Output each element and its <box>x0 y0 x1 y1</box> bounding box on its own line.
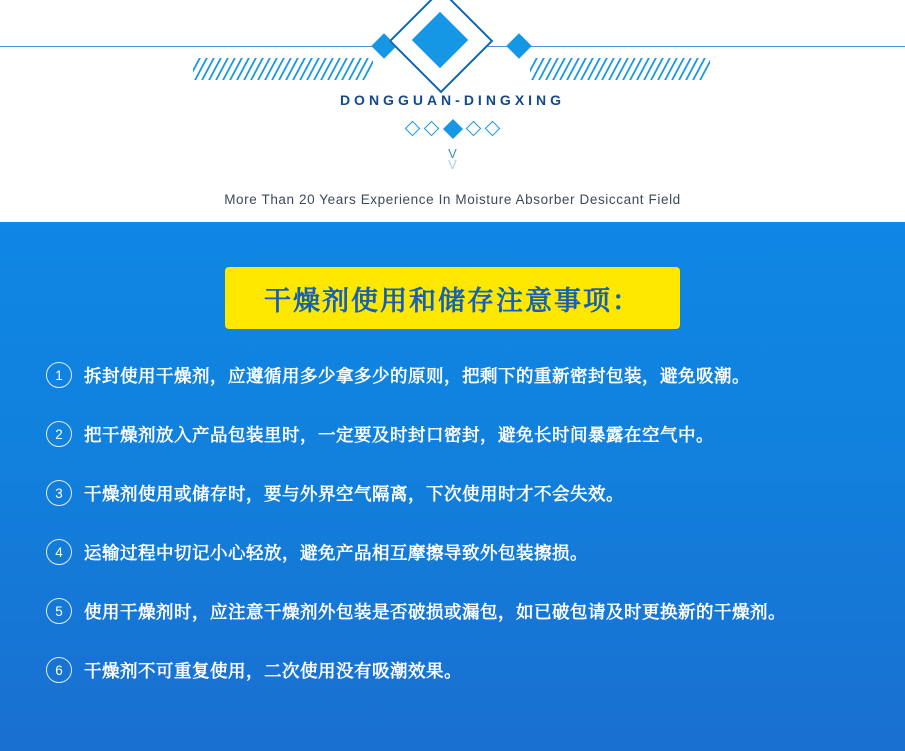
chevron-decoration <box>0 148 905 170</box>
list-item <box>46 534 866 576</box>
list-item-number: 6 <box>46 657 72 683</box>
list-item-text: 运输过程中切记小心轻放，避免产品相互摩擦导致外包装擦损。 <box>84 543 588 563</box>
list-item-text: 把干燥剂放入产品包装里时，一定要及时封口密封，避免长时间暴露在空气中。 <box>84 425 714 445</box>
page-header <box>0 0 905 222</box>
list-item <box>46 357 866 399</box>
list-item <box>46 593 866 635</box>
section-title-box <box>225 267 680 329</box>
right-diamond-icon <box>506 33 531 58</box>
right-hatch-decoration <box>530 58 710 80</box>
chevron-down-icon-secondary: V <box>448 157 457 172</box>
left-hatch-decoration <box>193 58 373 80</box>
list-item-text: 干燥剂不可重复使用，二次使用没有吸潮效果。 <box>84 661 462 681</box>
header-tagline: More Than 20 Years Experience In Moisture Absorber Desiccant Field <box>224 192 681 207</box>
list-item-number: 5 <box>46 598 72 624</box>
notice-list <box>46 357 866 711</box>
mini-diamond-icon <box>466 121 482 137</box>
list-item <box>46 416 866 458</box>
mini-diamond-filled-icon <box>443 119 463 139</box>
list-item <box>46 475 866 517</box>
chevron-down-icon: V <box>448 146 457 161</box>
mini-diamond-row <box>0 120 905 138</box>
list-item-number: 3 <box>46 480 72 506</box>
section-title: 干燥剂使用和储存注意事项： <box>264 285 641 316</box>
list-item <box>46 652 866 694</box>
mini-diamond-icon <box>485 121 501 137</box>
list-item-number: 2 <box>46 421 72 447</box>
list-item-number: 1 <box>46 362 72 388</box>
list-item-text: 干燥剂使用或储存时，要与外界空气隔离，下次使用时才不会失效。 <box>84 484 624 504</box>
list-item-text: 拆封使用干燥剂，应遵循用多少拿多少的原则，把剩下的重新密封包装，避免吸潮。 <box>84 366 750 386</box>
mini-diamond-icon <box>424 121 440 137</box>
list-item-number: 4 <box>46 539 72 565</box>
brand-name: DONGGUAN-DINGXING <box>339 92 566 108</box>
list-item-text: 使用干燥剂时，应注意干燥剂外包装是否破损或漏包，如已破包请及时更换新的干燥剂。 <box>84 602 786 622</box>
mini-diamond-icon <box>404 121 420 137</box>
main-content <box>0 222 905 751</box>
